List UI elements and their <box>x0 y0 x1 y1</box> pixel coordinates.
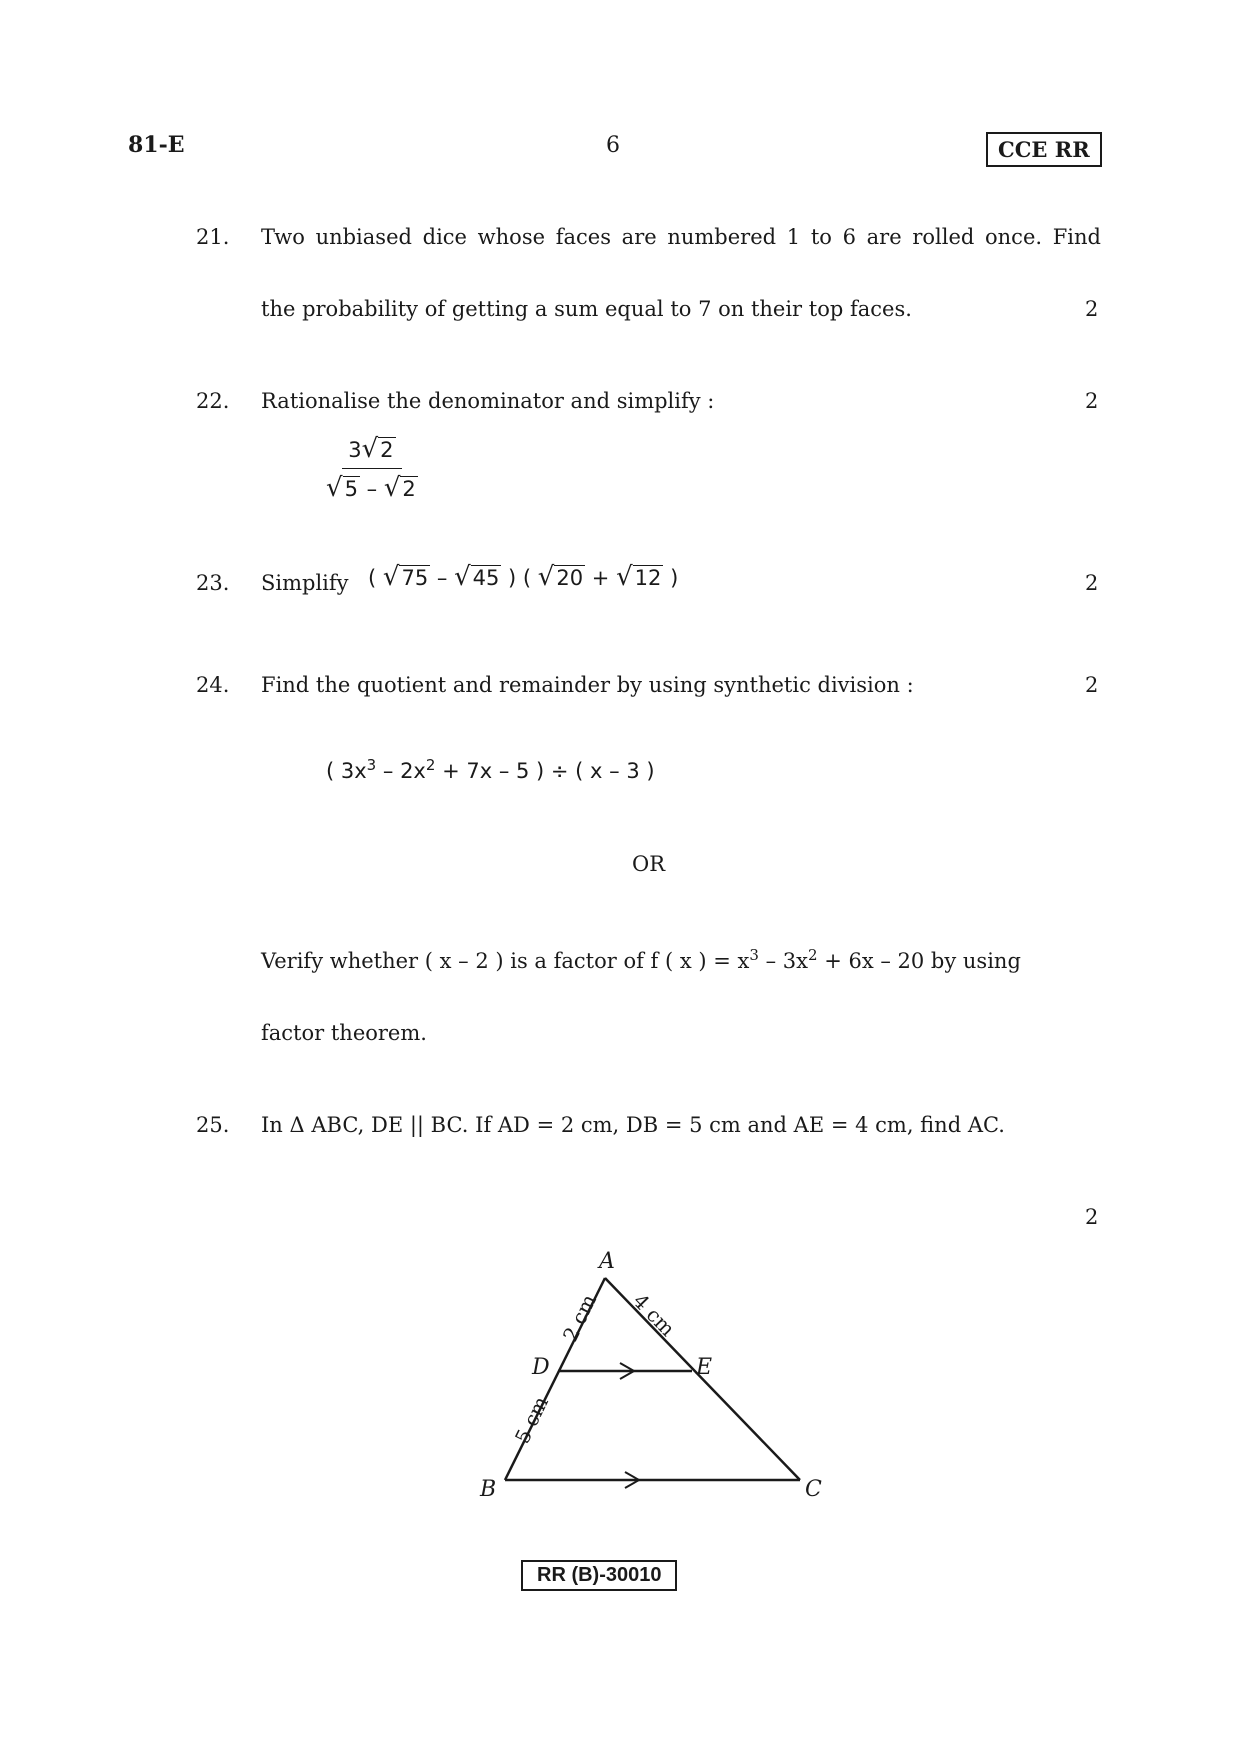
or-separator: OR <box>632 852 666 876</box>
vertex-c-label: C <box>805 1477 822 1502</box>
triangle-figure <box>470 1240 850 1510</box>
ad-length-label: 2 cm <box>557 1290 602 1346</box>
q23-marks: 2 <box>1085 571 1099 595</box>
q21-number: 21. <box>196 225 230 249</box>
q23-expression: ( √75 – √45 ) ( √20 + √12 ) <box>368 562 679 592</box>
q22-number: 22. <box>196 389 230 413</box>
q24-marks: 2 <box>1085 673 1099 697</box>
q22-text: Rationalise the denominator and simplify : <box>261 389 715 413</box>
cce-rr-box: CCE RR <box>986 132 1102 167</box>
q24-expression: ( $3x^3 - 2x^2 + 7x - 5$ ) ÷ ( x – 3 ) <box>326 756 655 783</box>
q23-number: 23. <box>196 571 230 595</box>
q21-marks: 2 <box>1085 297 1099 321</box>
vertex-a-label: A <box>599 1249 615 1274</box>
q24-text: Find the quotient and remainder by using synthetic division : <box>261 673 914 697</box>
q23-text: Simplify <box>261 571 349 595</box>
point-e-label: E <box>696 1355 713 1380</box>
footer-code: RR (B)-30010 <box>521 1560 677 1591</box>
paper-code: 81-E <box>128 132 185 158</box>
q21-line2: the probability of getting a sum equal to 7 on their top faces. <box>261 297 912 321</box>
q25-marks: 2 <box>1085 1205 1099 1229</box>
q24-alt-line1: Verify whether ( x – 2 ) is a factor of f ( x ) = $x^3 - 3x^2 + 6x - 20$ by using <box>261 946 1021 973</box>
q25-number: 25. <box>196 1113 230 1137</box>
q21-line1: Two unbiased dice whose faces are numbered 1 to 6 are rolled once. Find <box>261 225 1101 249</box>
db-length-label: 5 cm <box>509 1392 554 1448</box>
q22-fraction: $\frac{3√2}{√5 - √2}$ <box>326 434 416 503</box>
q25-text: In Δ ABC, DE || BC. If AD = 2 cm, DB = 5 cm and AE = 4 cm, find AC. <box>261 1113 1005 1137</box>
vertex-b-label: B <box>480 1477 497 1502</box>
ae-length-label: 4 cm <box>628 1288 680 1341</box>
q24-number: 24. <box>196 673 230 697</box>
point-d-label: D <box>532 1355 550 1380</box>
q24-alt-line2: factor theorem. <box>261 1021 427 1045</box>
q22-marks: 2 <box>1085 389 1099 413</box>
page-number: 6 <box>606 133 620 158</box>
